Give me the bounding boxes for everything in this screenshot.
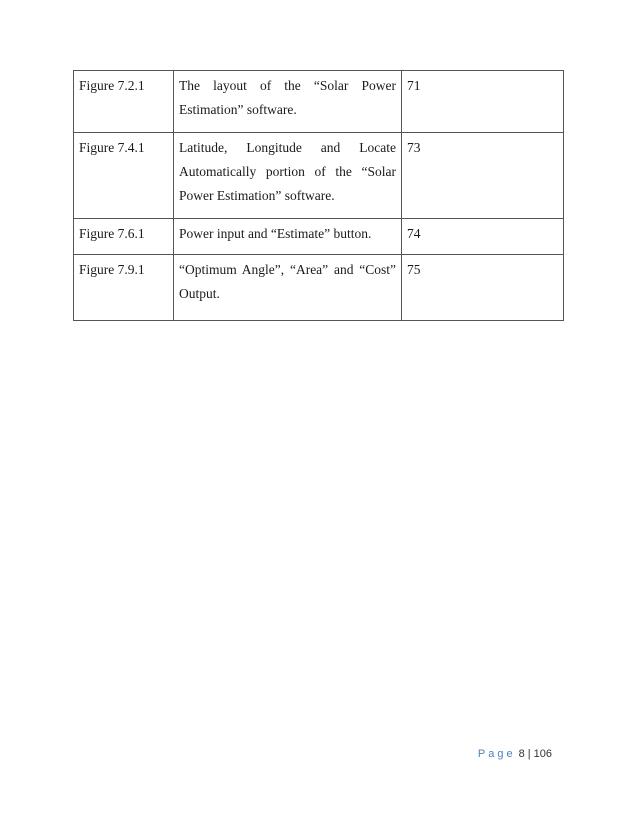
figure-number: Figure 7.4.1 <box>74 133 174 219</box>
figure-caption: The layout of the “Solar Power Estimation” software. <box>174 71 402 133</box>
table-row <box>74 71 564 133</box>
page-label: Page <box>477 748 516 760</box>
figure-number: Figure 7.2.1 <box>74 71 174 133</box>
table-row <box>74 133 564 219</box>
figure-number: Figure 7.9.1 <box>74 255 174 321</box>
figure-caption: Power input and “Estimate” button. <box>174 219 402 255</box>
page-number: 8 <box>518 748 525 760</box>
figure-page: 74 <box>402 219 564 255</box>
table-row <box>74 255 564 321</box>
figure-caption: “Optimum Angle”, “Area” and “Cost” Output. <box>174 255 402 321</box>
figure-page: 71 <box>402 71 564 133</box>
figure-caption: Latitude, Longitude and Locate Automatically portion of the “Solar Power Estimation” software. <box>174 133 402 219</box>
total-pages: 106 <box>533 748 552 760</box>
figure-page: 73 <box>402 133 564 219</box>
table-row <box>74 219 564 255</box>
list-of-figures-table <box>73 70 564 321</box>
page-separator: | <box>527 748 531 760</box>
figure-page: 75 <box>402 255 564 321</box>
page-footer <box>478 748 552 760</box>
figure-number: Figure 7.6.1 <box>74 219 174 255</box>
